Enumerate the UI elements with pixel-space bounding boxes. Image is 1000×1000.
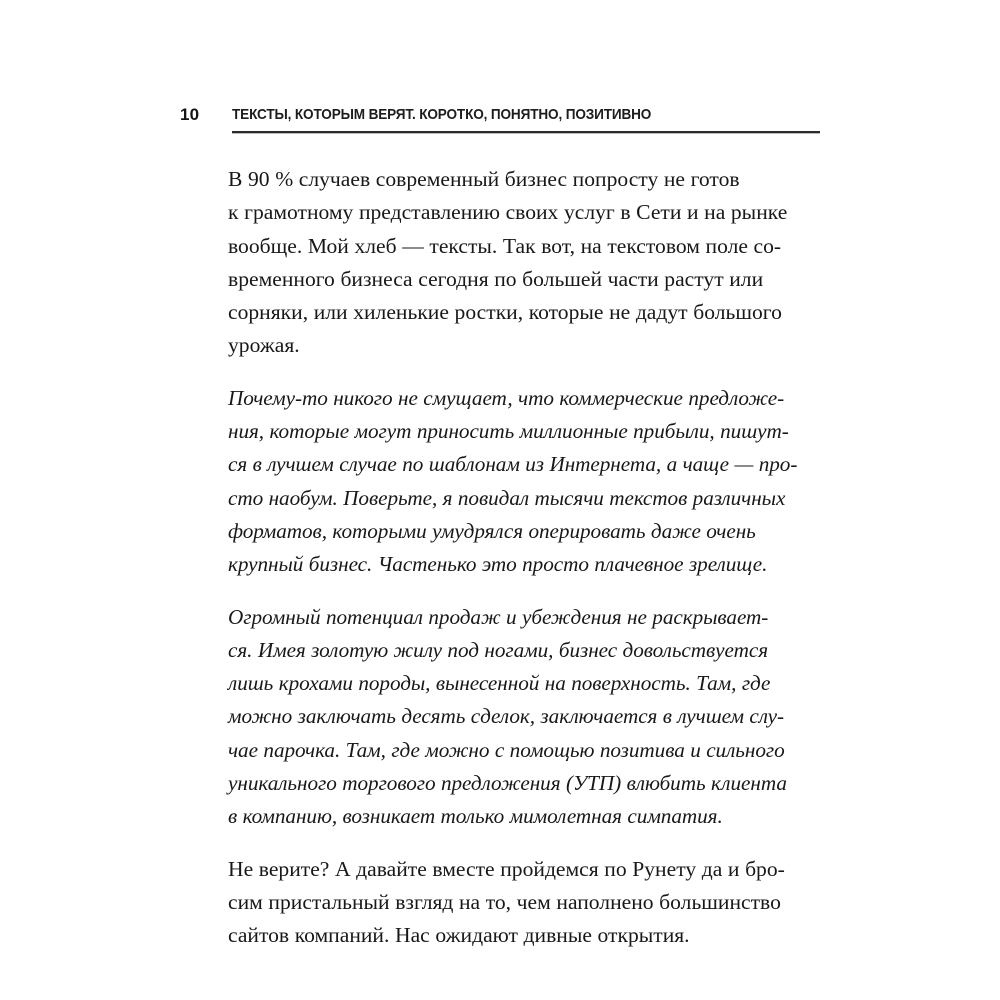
text-line: Огромный потенциал продаж и убеждения не раскрывает- [228,604,769,629]
text-line: сим пристальный взгляд на то, чем наполнено большинство [228,889,781,914]
text-line: чае парочка. Там, где можно с помощью позитива и сильного [228,737,785,762]
text-line: вообще. Мой хлеб — тексты. Так вот, на текстовом поле со- [228,233,782,258]
page-number: 10 [180,105,200,124]
text-line: В 90 % случаев современный бизнес попросту не готов [228,167,740,191]
text-line: ния, которые могут приносить миллионные прибыли, пишут- [228,419,789,444]
paragraph [228,601,821,834]
text-line: ся. Имея золотую жилу под ногами, бизнес довольствуется [228,637,768,662]
text-line: сто наобум. Поверьте, я повидал тысячи текстов различных [228,485,786,510]
text-line: ся в лучшем случае по шаблонам из Интернета, а чаще — про- [228,452,798,477]
text-line: временного бизнеса сегодня по большей части растут или [228,266,764,291]
text-line: можно заключать десять сделок, заключается в лучшем слу- [228,704,785,729]
text-line: сайтов компаний. Нас ожидают дивные открытия. [228,923,690,948]
header-rule-divider [232,131,820,134]
body-text-block [228,163,821,953]
text-line: уникального торгового предложения (УТП) влюбить клиента [228,771,787,796]
paragraph [228,163,821,363]
text-line: урожая. [228,333,300,358]
text-line: крупный бизнес. Частенько это просто плачевное зрелище. [228,552,768,577]
text-line: к грамотному представлению своих услуг в Сети и на рынке [228,200,788,225]
text-line: Не верите? А давайте вместе пройдемся по Рунету да и бро- [228,856,785,881]
running-head-title: ТЕКСТЫ, КОТОРЫМ ВЕРЯТ. КОРОТКО, ПОНЯТНО, ПОЗИТИВНО [232,107,652,123]
text-line: в компанию, возникает только мимолетная симпатия. [228,804,723,829]
text-line: сорняки, или хиленькие ростки, которые не дадут большого [228,300,782,325]
text-line: форматов, которыми умудрялся оперировать даже очень [228,518,756,543]
text-line: лишь крохами породы, вынесенной на поверхность. Там, где [228,671,771,696]
text-line: Почему-то никого не смущает, что коммерческие предложе- [228,385,785,410]
paragraph [228,853,821,953]
paragraph [228,382,821,582]
